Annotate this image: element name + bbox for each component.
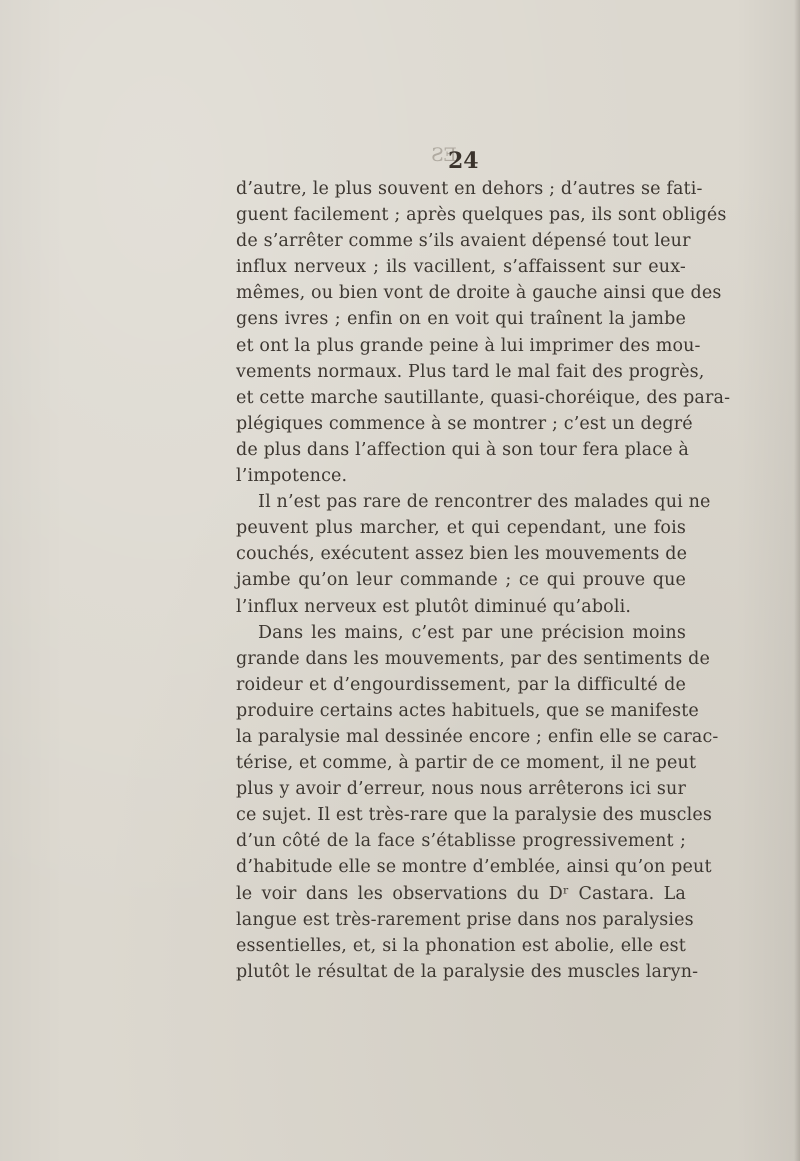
- text-line: l’influx nerveux est plutôt diminué qu’aboli.: [236, 596, 632, 617]
- text-line: l’impotence.: [236, 466, 348, 487]
- text-line: guent facilement ; après quelques pas, ils sont obligés: [236, 205, 727, 226]
- text-line: de plus dans l’affection qui à son tour fera place à: [236, 439, 690, 460]
- text-line: Il n’est pas rare de rencontrer des malades qui ne: [258, 492, 711, 513]
- text-line: produire certains actes habituels, que se manifeste: [236, 700, 699, 721]
- text-line: d’un côté de la face s’établisse progressivement ;: [236, 831, 686, 852]
- text-line: jambe qu’on leur commande ; ce qui prouve que: [236, 570, 686, 591]
- page-number: 24: [448, 148, 479, 174]
- page-edge-shadow: [794, 0, 800, 1161]
- text-line: et cette marche sautillante, quasi-choréique, des para-: [236, 387, 731, 408]
- text-line: plégiques commence à se montrer ; c’est un degré: [236, 413, 693, 434]
- text-line: plus y avoir d’erreur, nous nous arrêterons ici sur: [236, 779, 686, 800]
- text-line: influx nerveux ; ils vacillent, s’affaissent sur eux-: [236, 257, 686, 278]
- text-line: la paralysie mal dessinée encore ; enfin elle se carac-: [236, 726, 719, 747]
- text-line: d’autre, le plus souvent en dehors ; d’autres se fati-: [236, 179, 703, 199]
- text-line: le voir dans les observations du Dʳ Castara. La: [236, 883, 686, 904]
- text-line: térise, et comme, à partir de ce moment, il ne peut: [236, 753, 697, 774]
- text-line: d’habitude elle se montre d’emblée, ainsi qu’on peut: [236, 857, 712, 878]
- text-line: ce sujet. Il est très-rare que la paralysie des muscles: [236, 805, 712, 826]
- text-line: Dans les mains, c’est par une précision moins: [258, 622, 686, 643]
- text-line: langue est très-rarement prise dans nos paralysies: [236, 909, 694, 930]
- text-line: couchés, exécutent assez bien les mouvements de: [236, 544, 688, 565]
- bleed-through-mark: ES: [432, 144, 457, 166]
- text-line: mêmes, ou bien vont de droite à gauche ainsi que des: [236, 283, 722, 304]
- text-line: et ont la plus grande peine à lui imprimer des mou-: [236, 335, 701, 356]
- text-line: gens ivres ; enfin on en voit qui traînent la jambe: [236, 309, 686, 330]
- text-line: grande dans les mouvements, par des sentiments de: [236, 648, 710, 669]
- text-line: plutôt le résultat de la paralysie des muscles laryn-: [236, 961, 699, 982]
- text-line: peuvent plus marcher, et qui cependant, une fois: [236, 518, 686, 539]
- text-line: essentielles, et, si la phonation est abolie, elle est: [236, 935, 686, 956]
- text-line: de s’arrêter comme s’ils avaient dépensé tout leur: [236, 231, 691, 252]
- body-text: [236, 176, 731, 985]
- text-line: roideur et d’engourdissement, par la difficulté de: [236, 674, 686, 695]
- text-line: vements normaux. Plus tard le mal fait des progrès,: [236, 361, 705, 382]
